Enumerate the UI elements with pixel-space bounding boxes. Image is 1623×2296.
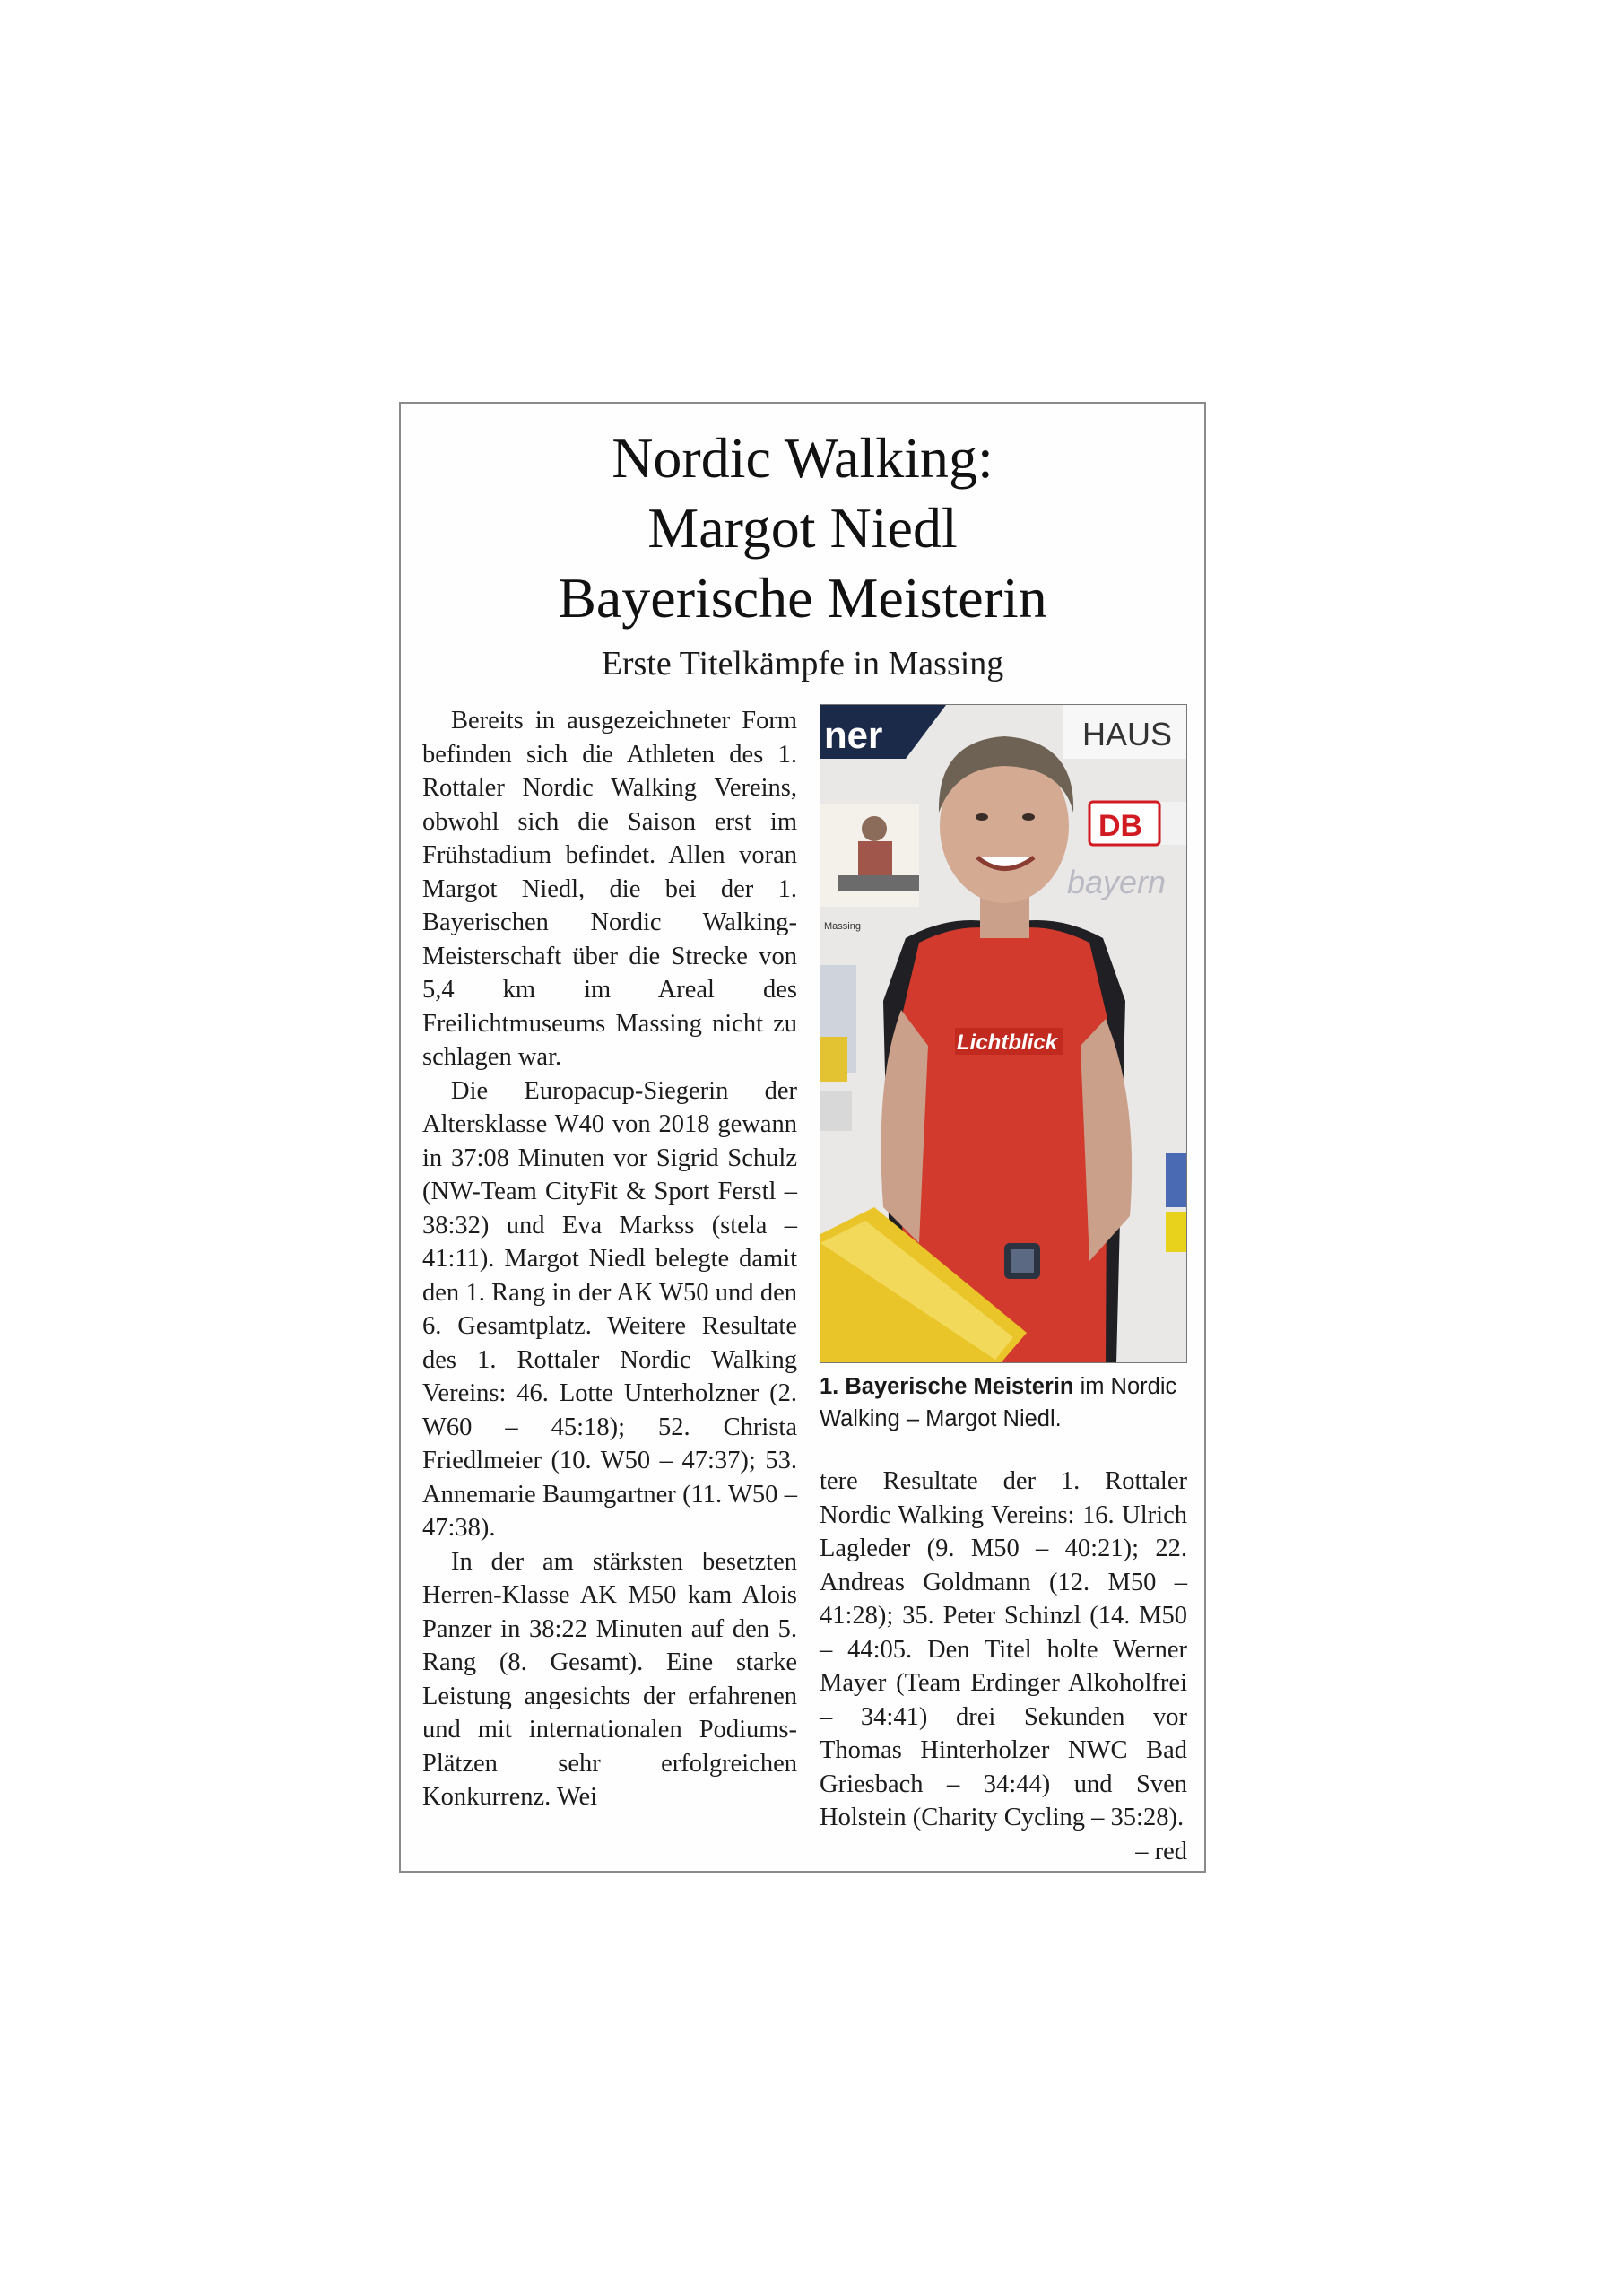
db-badge-text: DB <box>1098 809 1143 843</box>
photo-illustration <box>820 705 1187 1363</box>
caption-bold: 1. Bayerische Meisterin <box>820 1374 1074 1399</box>
article-photo <box>820 704 1187 1363</box>
headline-line-1: Nordic Walking: <box>612 426 994 490</box>
paragraph-2: Die Europacup-Siegerin der Altersklasse W40 von 2018 gewann in 37:08 Minuten vor Sigrid Schulz (NW-Team CityFit & Sport Ferstl – 38:32) und Eva Markss (stela – 41:11). Margot Niedl belegte damit den 1. Rang in der AK W50 und den 6. Gesamtplatz. Weitere Resultate des 1. Rottaler Nordic Walking Vereins: 46. Lotte Unterholzner (2. W60 – 45:18); 52. Christa Friedlmeier (10. W50 – 47:37); 53. Annemarie Baumgartner (11. W50 – 47:38). <box>422 1076 797 1542</box>
author-signature: – red <box>1135 1837 1187 1866</box>
article-column-right <box>820 1465 1187 1868</box>
continued-text: tere Resultate der 1. Rottaler Nordic Walking Vereins: 16. Ulrich Lagleder (9. M50 – 40:21); 22. Andreas Goldmann (12. M50 – 41:28); 35. Peter Schinzl (14. M50 – 44:05. Den Titel holte Werner Mayer (Team Erdinger Alkoholfrei – 34:41) drei Sekunden vor Thomas Hinterholzer NWC Bad Griesbach – 34:44) und Sven Holstein (Charity Cycling – 35:28). <box>820 1467 1187 1831</box>
headline-line-2: Margot Niedl <box>647 496 958 560</box>
headline-line-3: Bayerische Meisterin <box>558 566 1047 630</box>
subtitle: Erste Titelkämpfe in Massing <box>601 645 1004 683</box>
caption-rest: im Nordic Walking – Margot Niedl. <box>820 1374 1177 1431</box>
banner-haus-text: HAUS <box>1082 716 1173 752</box>
banner-left-text: ner <box>824 714 883 756</box>
poster-text: Massing <box>824 921 861 932</box>
wall-lettering: bayern <box>1067 864 1167 900</box>
shirt-logo-text: Lichtblick <box>957 1031 1058 1055</box>
newspaper-clipping <box>399 402 1206 1873</box>
paragraph-3: In der am stärksten besetzten Herren-Klasse AK M50 kam Alois Panzer in 38:22 Minuten auf den 5. Rang (8. Gesamt). Eine starke Leistung angesichts der erfahrenen und mit internationalen Podiums-Plätzen sehr erfolgreichen Konkurrenz. Wei <box>422 1547 797 1811</box>
paragraph-1: Bereits in ausgezeichneter Form befinden sich die Athleten des 1. Rottaler Nordic Walking Vereins, obwohl sich die Saison erst im Frühstadium befindet. Allen voran Margot Niedl, die bei der 1. Bayerischen Nordic Walking-Meisterschaft über die Strecke von 5,4 km im Areal des Freilichtmuseums Massing nicht zu schlagen war. <box>422 707 797 1071</box>
headline <box>401 423 1204 633</box>
paragraph-continued <box>820 1465 1187 1866</box>
article-column-left <box>422 704 797 1814</box>
photo-caption <box>820 1370 1187 1435</box>
